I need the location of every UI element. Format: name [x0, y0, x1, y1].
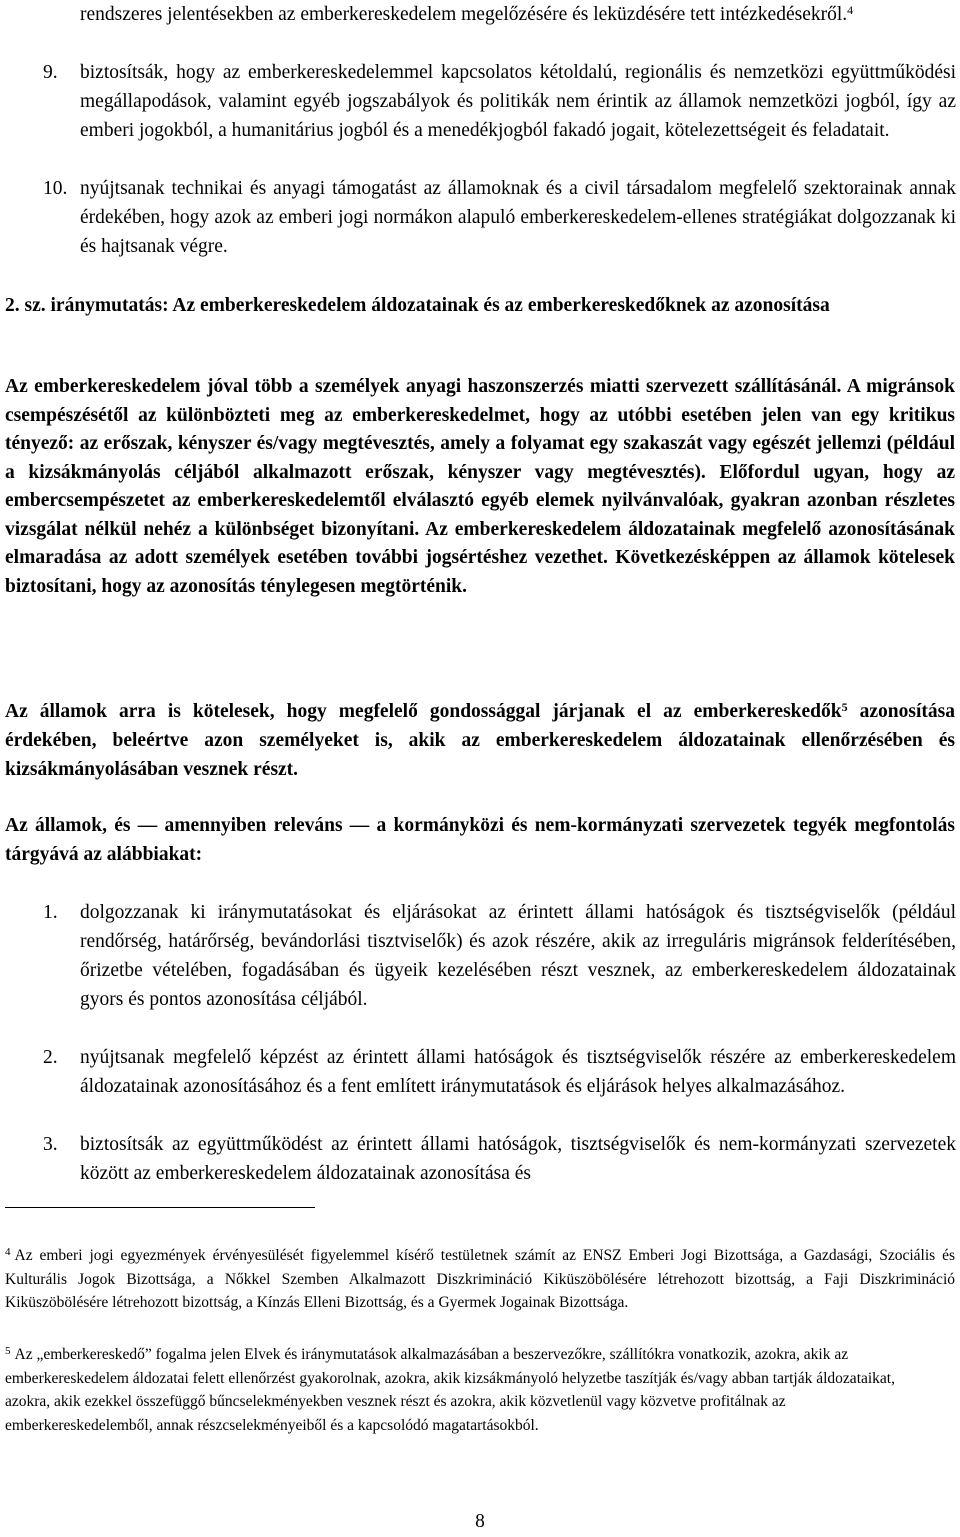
list-item-text: biztosítsák az együttműködést az érintett állami hatóságok, tisztségviselők és nem-kormányzati szervezetek között az emberkereskedelem áldozatainak azonosítása és — [80, 1134, 956, 1184]
list-item-number: 9. — [43, 62, 58, 83]
paragraph-identification: Az emberkereskedelem jóval több a személyek anyagi haszonszerzés miatti szervezett szállításánál. A migránsok csempészésétől az különbözteti meg az emberkereskedelmet, hogy az utóbbi esetében jelen van egy kritikus tényező: az erőszak, kényszer és/vagy megtévesztés, amely a folyamat egy szakaszát vagy egészét jellemzi (például a kizsákmányolás céljából alkalmazott erőszak, kényszer vagy megtévesztés). Előfordul ugyan, hogy az embercsempészetet az emberkereskedelemtől elválasztó egyéb elemek nyilvánvalóak, gyakran azonban részletes vizsgálat nélkül nehéz a különbséget bizonyítani. Az emberkereskedelem áldozatainak megfelelő azonosításának elmaradása az adott személyek esetében további jogsértéshez vezethet. Következésképpen az államok kötelesek biztosítani, hogy az azonosítás ténylegesen megtörténik. — [5, 376, 955, 597]
guideline-heading: 2. sz. iránymutatás: Az emberkereskedelem áldozatainak és az emberkereskedőknek az azonosítása — [5, 295, 830, 316]
footnote-ref-5[interactable]: 5 — [841, 700, 848, 714]
footnote-marker: 4 — [5, 1246, 11, 1258]
list-item-number: 3. — [43, 1134, 58, 1155]
footnote-text: Az „emberkereskedő” fogalma jelen Elvek és iránymutatások alkalmazásában a beszervezőkre, szállítókra vonatkozik, azokra, akik az emberkereskedelem áldozatai felett ellenőrzést gyakorolnak, azokra, akik kizsákmányoló helyzetbe taszítják és/vagy abban tartják áldozataikat, azokra, akik ezekkel összefüggő bűncselekményekben vesznek részt és azokra, akik közvetlenül vagy közvetve profitálnak az emberkereskedelemből, annak részcselekményeiből és a kapcsolódó magatartásokból. — [5, 1346, 895, 1434]
list-item-text: dolgozzanak ki iránymutatásokat és eljárásokat az érintett állami hatóságok és tisztségviselők (például rendőrség, határőrség, bevándorlási tisztviselők) és azok részére, akik az irreguláris migránsok felderítésében, őrizetbe vételében, fogadásában és ügyeik kezelésében részt vesznek, az emberkereskedelem áldozatainak gyors és pontos azonosítása céljából. — [80, 902, 956, 1010]
paragraph-text: Az államok arra is kötelesek, hogy megfelelő gondossággal járjanak el az emberkereskedők — [5, 701, 842, 722]
paragraph-due-diligence — [5, 697, 955, 784]
list-item-number: 1. — [43, 902, 58, 923]
list-item-text: nyújtsanak megfelelő képzést az érintett állami hatóságok és tisztségviselők részére az emberkereskedelem áldozatainak azonosításához és a fent említett iránymutatások és eljárások helyes alkalmazásához. — [80, 1047, 956, 1097]
footnote-text: Az emberi jogi egyezmények érvényesülését figyelemmel kísérő testületnek számít az ENSZ Emberi Jogi Bizottsága, a Gazdasági, Szociális és Kulturális Jogok Bizottsága, a Nőkkel Szemben Alkalmazott Diszkrimináció Kiküszöbölésére létrehozott bizottság, a Faji Diszkrimináció Kiküszöbölésére létrehozott bizottság, a Kínzás Elleni Bizottság, és a Gyermek Jogainak Bizottsága. — [5, 1247, 955, 1311]
list-item-text: nyújtsanak technikai és anyagi támogatást az államoknak és a civil társadalom megfelelő szektorainak annak érdekében, hogy azok az emberi jogi normákon alapuló emberkereskedelem-ellenes stratégiákat dolgozzanak ki és hajtsanak végre. — [80, 178, 956, 257]
list-item-text: biztosítsák, hogy az emberkereskedelemmel kapcsolatos kétoldalú, regionális és nemzetközi együttműködési megállapodások, valamint egyéb jogszabályok és politikák nem érintik az államok nemzetközi jogból, így az emberi jogokból, a humanitárius jogból és a menedékjogból fakadó jogait, kötelezettségeit és feladatait. — [80, 62, 956, 141]
list-item-number: 2. — [43, 1047, 58, 1068]
footnote-4 — [5, 1244, 955, 1315]
intro-continuation-text: rendszeres jelentésekben az emberkereskedelem megelőzésére és leküzdésére tett intézkedésekről. — [80, 4, 848, 25]
list-item-text — [80, 0, 956, 29]
list-item-number: 10. — [43, 178, 68, 199]
paragraph-text: azonosítása érdekében, beleértve azon személyeket is, akik az emberkereskedelem áldozatainak ellenőrzésében és kizsákmányolásában vesznek részt. — [5, 701, 955, 780]
footnote-divider — [5, 1207, 315, 1208]
footnote-ref-4[interactable]: 4 — [847, 3, 854, 17]
footnote-marker: 5 — [5, 1345, 11, 1357]
footnote-5 — [5, 1343, 925, 1437]
paragraph-considerations: Az államok, és — amennyiben releváns — a kormányközi és nem-kormányzati szervezetek tegyék megfontolás tárgyává az alábbiakat: — [5, 815, 955, 865]
page-number: 8 — [475, 1511, 485, 1532]
